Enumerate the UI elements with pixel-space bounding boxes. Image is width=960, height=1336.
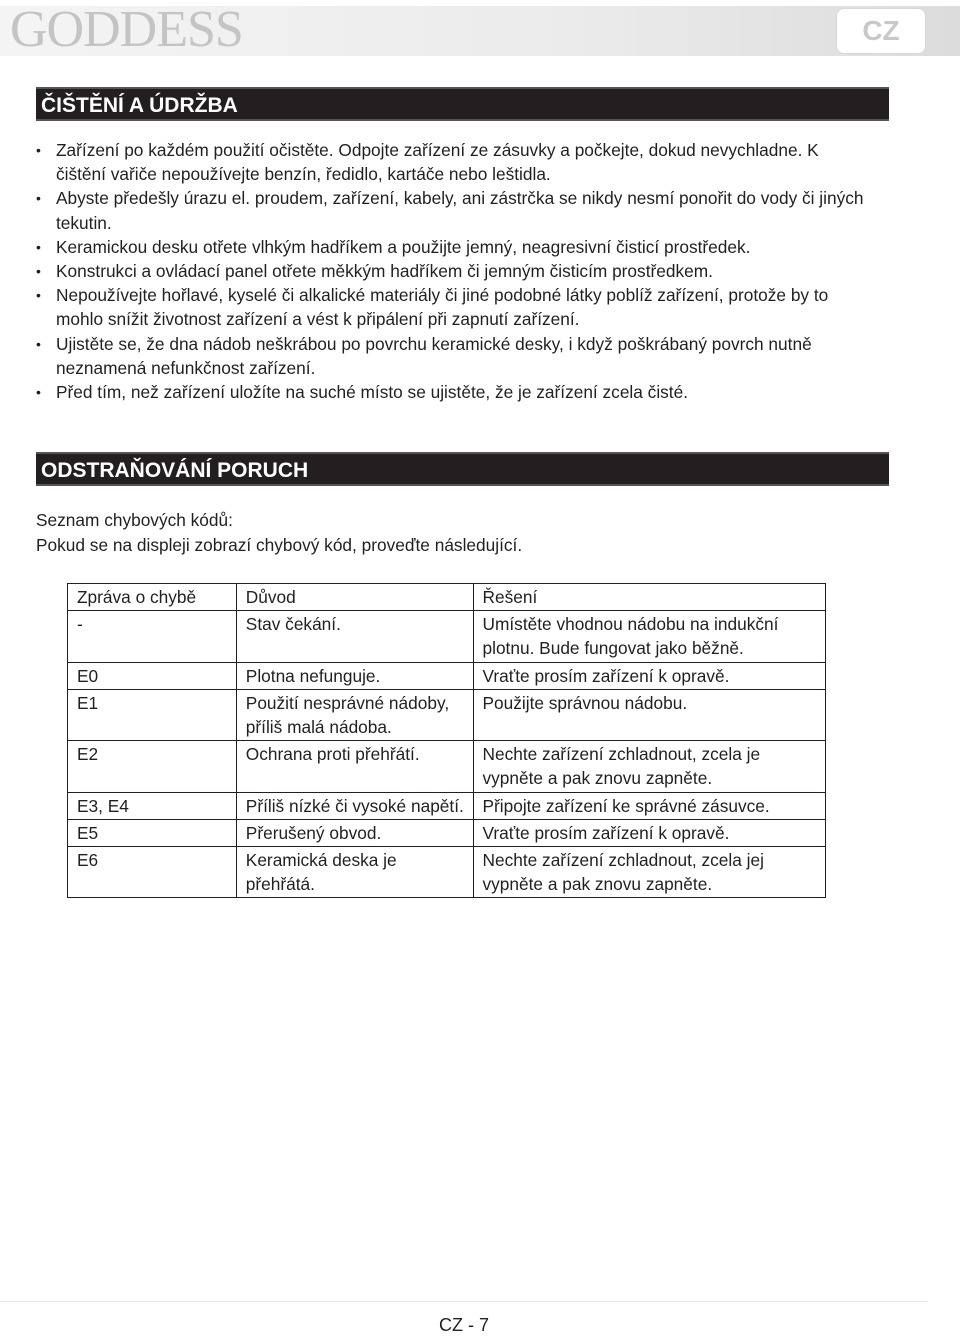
reason-cell: Keramická deska je přehřátá. [236,847,473,898]
cleaning-list [34,138,894,404]
error-code-cell: E6 [68,847,237,898]
footer-divider [0,1301,928,1302]
error-codes-heading: Seznam chybových kódů: [36,510,233,530]
error-codes-intro [36,508,896,558]
reason-cell: Použití nesprávné nádoby, příliš malá nádoba. [236,689,473,740]
list-item: • Konstrukci a ovládací panel otřete měkkým hadříkem či jemným čisticím prostředkem. [34,259,896,283]
solution-cell: Umístěte vhodnou nádobu na indukční plotnu. Bude fungovat jako běžně. [473,611,826,662]
brand-logo: GODDESS [10,1,243,58]
error-code-cell: E5 [68,819,237,846]
solution-cell: Nechte zařízení zchladnout, zcela je vypněte a pak znovu zapněte. [473,741,826,792]
column-header-reason: Důvod [236,584,473,611]
list-item: • Ujistěte se, že dna nádob neškrábou po povrchu keramické desky, i když poškrábaný povrch nutně neznamená nefunkčnost zařízení. [34,332,906,380]
solution-cell: Vraťte prosím zařízení k opravě. [473,819,826,846]
error-code-cell: E1 [68,689,237,740]
column-header-solution: Řešení [473,584,826,611]
column-header-error: Zpráva o chybě [68,584,237,611]
table-row [68,662,826,689]
solution-cell: Nechte zařízení zchladnout, zcela jej vypněte a pak znovu zapněte. [473,847,826,898]
error-code-cell: E0 [68,662,237,689]
section-title-troubleshooting: ODSTRAŇOVÁNÍ PORUCH [36,452,889,486]
error-codes-table [67,583,826,898]
list-item: • Nepoužívejte hořlavé, kyselé či alkalické materiály či jiné podobné látky poblíž zařízení, protože by to mohlo snížit životnost zařízení a vést k připálení při zapnutí zařízení. [34,283,866,331]
table-row [68,689,826,740]
reason-cell: Stav čekání. [236,611,473,662]
reason-cell: Příliš nízké či vysoké napětí. [236,792,473,819]
reason-cell: Ochrana proti přehřátí. [236,741,473,792]
table-row [68,819,826,846]
error-code-cell: E3, E4 [68,792,237,819]
reason-cell: Plotna nefunguje. [236,662,473,689]
list-item: • Keramickou desku otřete vlhkým hadříkem a použijte jemný, neagresivní čisticí prostředek. [34,235,896,259]
list-item: • Abyste předešly úrazu el. proudem, zařízení, kabely, ani zástrčka se nikdy nesmí ponořit do vody či jiných tekutin. [34,186,886,234]
list-item: • Zařízení po každém použití očistěte. Odpojte zařízení ze zásuvky a počkejte, dokud nevychladne. K čištění vařiče nepoužívejte benzín, ředidlo, kartáče nebo leštidla. [34,138,856,186]
table-row [68,741,826,792]
reason-cell: Přerušený obvod. [236,819,473,846]
language-badge: CZ [836,8,926,54]
error-code-cell: - [68,611,237,662]
list-item: • Před tím, než zařízení uložíte na suché místo se ujistěte, že je zařízení zcela čisté. [34,380,896,404]
solution-cell: Vraťte prosím zařízení k opravě. [473,662,826,689]
table-row [68,611,826,662]
table-row [68,792,826,819]
error-codes-instruction: Pokud se na displeji zobrazí chybový kód, proveďte následující. [36,535,523,555]
section-title-cleaning: ČIŠTĚNÍ A ÚDRŽBA [36,87,889,121]
table-row [68,847,826,898]
error-code-cell: E2 [68,741,237,792]
solution-cell: Připojte zařízení ke správné zásuvce. [473,792,826,819]
page-number: CZ - 7 [438,1315,489,1335]
solution-cell: Použijte správnou nádobu. [473,689,826,740]
table-header-row [68,584,826,611]
